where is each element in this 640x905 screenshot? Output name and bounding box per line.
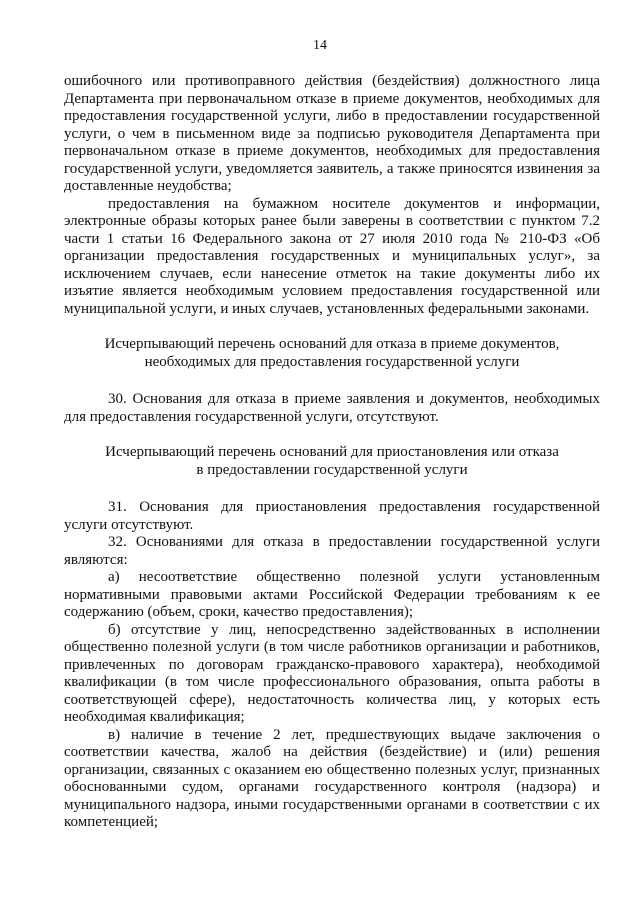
list-item: в) наличие в течение 2 лет, предшествующих выдаче заключения о соответствии качества, жалоб на действия (бездействие) и (или) решения организации, связанных с оказанием ею общественно полезных услуг, признанных обоснованными судом, органами государственного контроля (надзора) и муниципального надзора, иными государственными органами в соответствии с их компетенцией; [64,726,600,830]
list-item: б) отсутствие у лиц, непосредственно задействованных в исполнении общественно полезной услуги (в том числе работников организации и работников, привлеченных по договорам гражданско-правового характера), необходимой квалификации (в том числе профессионального образования, опыта работы в соответствующей сфере), недостаточность количества лиц, у которых есть необходимая квалификация; [64,621,600,725]
document-body [64,73,600,832]
section-heading [64,444,600,479]
paragraph: 31. Основания для приостановления предоставления государственной услуги отсутствуют. [64,499,600,533]
paragraph: предоставления на бумажном носителе документов и информации, электронные образы которых ранее были заверены в соответствии с пунктом 7.2 части 1 статьи 16 Федерального закона от 27 июля 2010 года № 210-ФЗ «Об организации предоставления государственных и муниципальных услуг», за исключением случаев, если нанесение отметок на такие документы либо их изъятие является необходимым условием предоставления государственной или муниципальной услуги, и иных случаев, установленных федеральными законами. [64,195,600,317]
heading-line: необходимых для предоставления государственной услуги [144,353,520,370]
section-heading [64,336,600,371]
list-item: а) несоответствие общественно полезной услуги установленным нормативными правовыми актами Российской Федерации требованиям к ее содержанию (объем, сроки, качество предоставления); [64,569,600,620]
paragraph: 32. Основаниями для отказа в предоставлении государственной услуги являются: [64,534,600,568]
heading-line: Исчерпывающий перечень оснований для отказа в приеме документов, [104,336,560,352]
paragraph: ошибочного или противоправного действия (бездействия) должностного лица Департамента при первоначальном отказе в приеме документов, необходимых для предоставления государственной услуги, либо в предоставлении государственной услуги, о чем в письменном виде за подписью руководителя Департамента при первоначальном отказе в приеме документов, необходимых для предоставления государственной услуги, уведомляется заявитель, а также приносятся извинения за доставленные неудобства; [64,73,600,194]
heading-line: Исчерпывающий перечень оснований для приостановления или отказа [105,444,559,460]
page-number: 14 [313,38,327,53]
heading-line: в предоставлении государственной услуги [196,461,468,478]
paragraph: 30. Основания для отказа в приеме заявления и документов, необходимых для предоставления государственной услуги, отсутствуют. [64,391,600,425]
